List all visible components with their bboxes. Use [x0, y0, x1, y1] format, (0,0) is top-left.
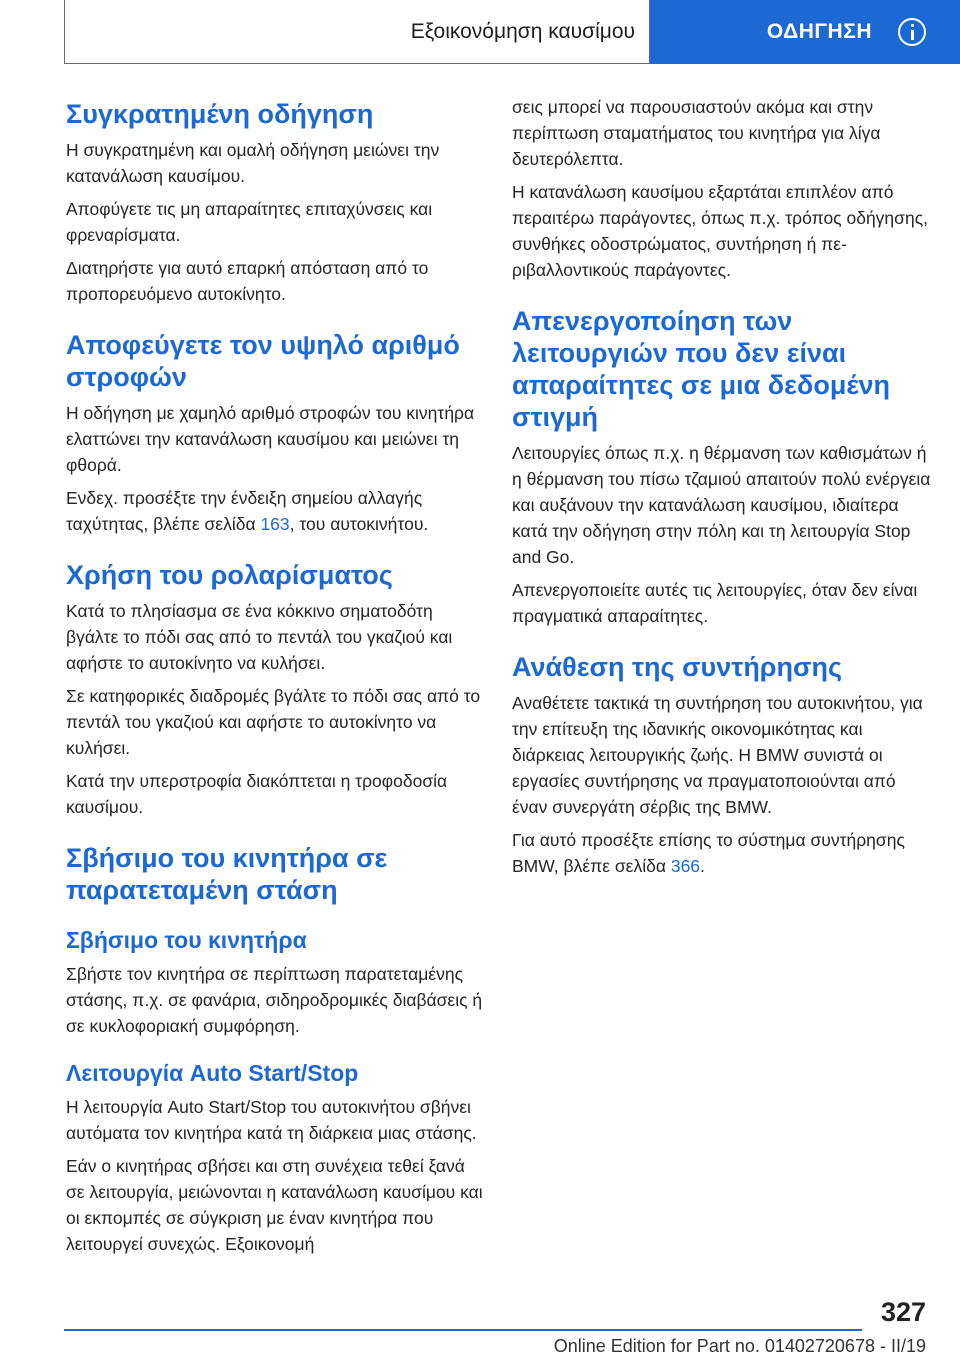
page-link-163[interactable]: 163 [260, 514, 290, 534]
edition-text: Online Edition for Part no. 01402720678 - II/19 [553, 1336, 926, 1356]
paragraph: Σβήστε τον κινητήρα σε περίπτωση παρατεταμένης στάσης, π.χ. σε φανάρια, σιδηροδρομικές διαβάσεις ή σε κυκλοφοριακή συμφόρηση. [66, 964, 483, 1036]
paragraph: Η κατανάλωση καυσίμου εξαρτάται επιπλέον από περαιτέρω παράγοντες, όπως π.χ. τρόπος οδήγησης, συνθήκες οδοστρώματος, συντήρηση ή περιβαλλοντικούς παράγοντες. [512, 182, 928, 280]
footer-divider [64, 1329, 862, 1331]
heading-coasting: Χρήση του ρολαρίσματος [66, 560, 393, 590]
chapter-tab[interactable] [650, 0, 960, 64]
paragraph: Κατά την υπερστροφία διακόπτεται η τροφοδοσία καυσίμου. [66, 771, 448, 817]
heading-disable-functions: Απενεργοποίηση των λειτουργιών που δεν είναι απαραίτητες σε μια δεδομένη στιγμή [512, 306, 891, 432]
paragraph: Για αυτό προσέξτε επίσης το σύστημα συντήρησης BMW, βλέπε σελίδα 366. [512, 830, 905, 876]
paragraph: Αναθέτετε τακτικά τη συντήρηση του αυτοκινήτου, για την επίτευξη της ιδανικής οικονομικότητας και διάρκειας λειτουργικής ζωής. Η BMW συνιστά οι εργασίες συντήρησης να πραγματοποιούνται από έναν συνεργάτη σέρβις της BMW. [512, 693, 923, 817]
paragraph: Κατά το πλησίασμα σε ένα κόκκινο σηματοδότη βγάλτε το πόδι σας από το πεντάλ του γκαζιού και αφήστε το αυτοκίνητο να κυλήσει. [66, 601, 453, 673]
info-circle-icon[interactable] [898, 18, 926, 46]
paragraph: Ενδεχ. προσέξτε την ένδειξη σημείου αλλαγής ταχύτητας, βλέπε σελίδα 163, του αυτοκινήτου. [66, 488, 429, 534]
left-column [66, 98, 486, 1264]
paragraph: Αποφύγετε τις μη απαραίτητες επιταχύνσεις και φρεναρίσματα. [66, 199, 433, 245]
paragraph: Λειτουργίες όπως π.χ. η θέρμανση των καθισμάτων ή η θέρμανση του πίσω τζαμιού απαιτούν πολύ ενέργεια και αυξάνουν την κατανάλωση καυσίμου, ιδιαίτερα κατά την οδήγηση στην πόλη και τη λειτουργία Stop and Go. [512, 443, 931, 567]
paragraph: Η συγκρατημένη και ομαλή οδήγηση μειώνει την κατανάλωση καυσίμου. [66, 140, 440, 186]
paragraph: Απενεργοποιείτε αυτές τις λειτουργίες, όταν δεν είναι πραγματικά απαραίτητες. [512, 580, 918, 626]
paragraph: Η λειτουργία Auto Start/Stop του αυτοκινήτου σβήνει αυτόματα τον κινητήρα κατά τη διάρκεια μιας στάσης. [66, 1097, 477, 1143]
paragraph: Εάν ο κινητήρας σβήσει και στη συνέχεια τεθεί ξανά σε λειτουργία, μειώνονται η κατανάλωση καυσίμου και οι εκπομπές σε σύγκριση με έναν κινητήρα που λειτουργεί συνεχώς. Εξοικονομή [66, 1156, 483, 1254]
paragraph: Σε κατηφορικές διαδρομές βγάλτε το πόδι σας από το πεντάλ του γκαζιού και αφήστε το αυτοκίνητο να κυλήσει. [66, 686, 481, 758]
page-number: 327 [880, 1297, 926, 1327]
heading-restrained-driving: Συγκρατημένη οδήγηση [66, 99, 374, 129]
subheading-auto-start-stop: Λειτουργία Auto Start/Stop [66, 1060, 359, 1086]
page-link-366[interactable]: 366 [670, 856, 701, 876]
paragraph: σεις μπορεί να παρουσιαστούν ακόμα και στην περίπτωση σταματήματος του κινητήρα για λίγα δευτερόλεπτα. [512, 97, 881, 169]
paragraph: Η οδήγηση με χαμηλό αριθμό στροφών του κινητήρα ελαττώνει την κατανάλωση καυσίμου και μειώνει τη φθορά. [66, 403, 475, 475]
subheading-engine-off: Σβήσιμο του κινητήρα [66, 927, 307, 953]
heading-maintenance: Ανάθεση της συντήρησης [512, 652, 843, 682]
right-column [512, 94, 932, 886]
paragraph: Διατηρήστε για αυτό επαρκή απόσταση από το προπορευόμενο αυτοκίνητο. [66, 258, 429, 304]
heading-avoid-high-rpm: Αποφεύγετε τον υψηλό αριθμό στροφών [66, 330, 460, 392]
section-title: Εξοικονόμηση καυσίμου [64, 0, 650, 64]
heading-engine-off-long-stop: Σβήσιμο του κινητήρα σε παρατεταμένη στάση [66, 843, 388, 905]
chapter-title: ΟΔΗΓΗΣΗ [766, 20, 872, 43]
page-header [64, 0, 960, 64]
